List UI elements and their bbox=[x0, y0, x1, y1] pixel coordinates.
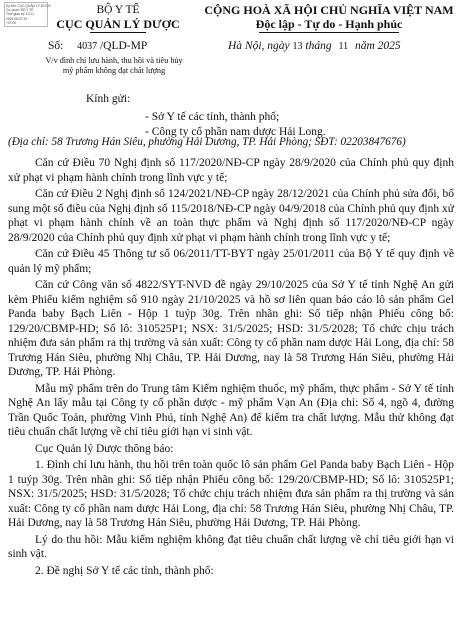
stamp-line: Thời gian ký: 13.11. bbox=[6, 12, 35, 17]
number-value: 4037 bbox=[77, 41, 98, 52]
body-paragraph: Lý do thu hồi: Mẫu kiểm nghiệm không đạt tiêu chuẩn chất lượng về chỉ tiêu giới hạn vi sinh vật. bbox=[8, 533, 454, 560]
company-address: (Địa chỉ: 58 Trương Hán Siêu, phường Hải Dương, TP. Hải Phòng; SĐT: 02203847676) bbox=[8, 136, 406, 148]
date-place: Hà Nội, ngày bbox=[228, 40, 290, 52]
date-month: 11 bbox=[338, 41, 349, 52]
salutation: Kính gửi: bbox=[86, 93, 131, 105]
issuing-authority bbox=[48, 3, 188, 33]
agency-underline bbox=[90, 32, 146, 33]
body-paragraph: Mẫu mỹ phẩm trên do Trung tâm Kiểm nghiệm thuốc, mỹ phẩm, thực phẩm - Sở Y tế tỉnh Nghệ An lấy mẫu tại Công ty cổ phần dược - mỹ phẩm Vạn An (Địa chỉ: Số 4, ngõ 4, đường Trần Quốc Toản, phường Vinh Phú, tỉnh Nghệ An) để kiểm tra chất lượng. Mẫu thử không đạt tiêu chuẩn chất lượng về chỉ tiêu giới hạn vi sinh vật. bbox=[8, 382, 454, 438]
agency-name: CỤC QUẢN LÝ DƯỢC bbox=[56, 17, 180, 31]
body-paragraph: Căn cứ Điều 2 Nghị định số 124/2021/NĐ-CP ngày 28/12/2021 của Chính phủ sửa đổi, bổ sung một số điều của Nghị định số 115/2018/NĐ-CP ngày 04/9/2018 của Chính phủ quy định xử phạt vi phạm hành chính về an toàn thực phẩm và Nghị định số 117/2020/NĐ-CP ngày 28/9/2020 của Chính phủ quy định xử phạt vi phạm hành chính trong lĩnh vực y tế; bbox=[8, 188, 454, 244]
recipient-line: - Sở Y tế các tỉnh, thành phố; bbox=[145, 111, 280, 123]
body-paragraph: Cục Quản lý Dược thông báo: bbox=[35, 442, 174, 455]
body-paragraph: Căn cứ Điều 45 Thông tư số 06/2011/TT-BYT ngày 25/01/2011 của Bộ Y tế quy định về quản lý mỹ phẩm; bbox=[8, 248, 454, 275]
date-month-label: tháng bbox=[305, 40, 332, 52]
body-paragraph: Căn cứ Công văn số 4822/SYT-NVD đề ngày 29/10/2025 của Sở Y tế tỉnh Nghệ An gửi kèm Phiếu kiểm nghiệm số 910 ngày 21/10/2025 và hồ sơ liên quan báo cáo lô sản phẩm Gel Panda baby Bạch Liên - Hộp 1 tuýp 30g. Trên nhãn ghi: Số tiếp nhận Phiếu công bố: 129/20/CBMP-HD; Số lô: 310525P1; NSX: 31/5/2025; HSD: 31/5/2028; Tổ chức chịu trách nhiệm đưa sản phẩm ra thị trường và sản xuất: Công ty cổ phần nam dược Hải Long, địa chỉ: 58 Trương Hán Siêu, phường Nhị Châu, TP. Hải Dương, nay là 58 Trương Hán Siêu, phường Hải Dương, TP. Hải Phòng. bbox=[8, 279, 454, 378]
stamp-line: Cơ quan: BỘ Y TẾ bbox=[6, 8, 34, 13]
number-suffix: /QLD-MP bbox=[99, 40, 148, 52]
digital-signature-stamp bbox=[4, 2, 52, 27]
stamp-line: 2025 08:37:33 bbox=[6, 16, 28, 21]
body-paragraph: 2. Đề nghị Sở Y tế các tỉnh, thành phố: bbox=[35, 564, 214, 577]
stamp-line: +07:00 bbox=[6, 20, 17, 25]
date-year: năm 2025 bbox=[355, 40, 401, 52]
date-day: 13 bbox=[292, 41, 303, 52]
stamp-line: Ký bởi: CỤC QUẢN LÝ DƯỢC bbox=[6, 4, 52, 8]
nation-title: CỘNG HOÀ XÃ HỘI CHỦ NGHĨA VIỆT NAM bbox=[204, 3, 454, 17]
number-prefix: Số: bbox=[48, 40, 64, 52]
ministry-name: BỘ Y TẾ bbox=[96, 4, 140, 16]
body-paragraph: 1. Đình chỉ lưu hành, thu hồi trên toàn quốc lô sản phẩm Gel Panda baby Bạch Liên - Hộp 1 tuýp 30g. Trên nhãn ghi: Số tiếp nhận Phiếu công bố: 129/20/CBMP-HD; Số lô: 310525P1; NSX: 31/5/2025; HSD: 31/5/2028; Tổ chức chịu trách nhiệm đưa sản phẩm ra thị trường và sản xuất: Công ty cổ phần nam dược Hải Long, địa chỉ: 58 Trương Hán Siêu, phường Nhị Châu, TP. Hải Dương, nay là 58 Trương Hán Siêu, phường Hải Dương, TP. Hải Phòng. bbox=[8, 459, 454, 529]
motto-underline bbox=[259, 32, 399, 33]
recipient-line: - Công ty cổ phần nam dược Hải Long. bbox=[145, 126, 326, 138]
document-number bbox=[48, 40, 147, 52]
document-subject: V/v đình chỉ lưu hành, thu hồi và tiêu hủy mỹ phẩm không đạt chất lượng bbox=[45, 56, 183, 75]
letter-body bbox=[8, 156, 454, 580]
national-header bbox=[200, 3, 458, 33]
national-motto: Độc lập - Tự do - Hạnh phúc bbox=[255, 17, 403, 31]
body-paragraph: Căn cứ Điều 70 Nghị định số 117/2020/NĐ-CP ngày 28/9/2020 của Chính phủ quy định xử phạt vi phạm hành chính trong lĩnh vực y tế; bbox=[8, 157, 454, 184]
issue-date bbox=[228, 40, 401, 52]
